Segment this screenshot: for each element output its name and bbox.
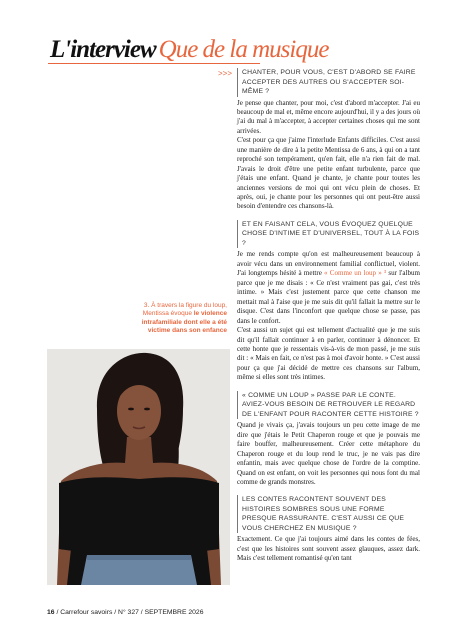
- footer-separator: /: [56, 609, 59, 616]
- question-2: [237, 220, 420, 249]
- question-1: [237, 68, 420, 97]
- question-text: « COMME UN LOUP » PASSE PAR LE CONTE. AVIEZ-VOUS BESOIN DE RETROUVER LE REGARD DE L'ENFANT POUR RACONTER CETTE HISTOIRE ?: [242, 391, 419, 418]
- portrait-photo: [47, 349, 230, 585]
- photo-caption: [127, 302, 227, 336]
- publication-name: Carrefour savoirs: [60, 609, 113, 616]
- footer-separator: /: [114, 609, 117, 616]
- question-bar: [237, 391, 238, 420]
- header-rule: [48, 63, 260, 64]
- question-text: CHANTER, POUR VOUS, C'EST D'ABORD SE FAIRE ACCEPTER DES AUTRES OU S'ACCEPTER SOI-MÊME ?: [242, 69, 416, 95]
- page-footer: [47, 609, 204, 616]
- answer-paragraph: Quand je vivais ça, j'avais toujours un peu cette image de me dire que j'étais le Petit Chaperon rouge et que je pouvais me faire bouffer, malheureusement. Créer cette métaphore du Chaperon rouge et du loup rend le truc, je ne vais pas dire enfantin, mais avec quelque chose de l'ordre de la comptine. Quand on est enfant, on voit les personnes qui nous font du mal comme de grands monstres.: [237, 421, 420, 486]
- page-number: 16: [47, 609, 55, 616]
- question-bar: [237, 68, 238, 97]
- question-bar: [237, 220, 238, 249]
- footer-separator: /: [140, 609, 143, 616]
- continuation-arrows: >>>: [218, 69, 233, 78]
- question-3: [237, 391, 420, 420]
- answer-paragraph: C'est pour ça que j'aime l'interlude Enfants difficiles. C'est aussi une manière de dire à la petite Mentissa de 6 ans, à qui on a tant reproché son tempérament, qu'en fait, elle n'a rien fait de mal. J'avais le droit d'être une petite enfant turbulente, parce que j'étais une enfant. Quand je chante, je chante pour toutes les anciennes versions de moi qui ont vécu plein de choses. Et après, oui, je chante pour les personnes qui ont peut-être aussi besoin d'entendre ces chansons-là.: [237, 136, 420, 211]
- question-text: ET EN FAISANT CELA, VOUS ÉVOQUEZ QUELQUE CHOSE D'INTIME ET D'UNIVERSEL, TOUT À LA FOIS ?: [242, 220, 420, 247]
- song-reference: « Comme un loup » ³: [324, 269, 387, 278]
- section-topic: Que de la musique: [158, 36, 329, 63]
- answer-paragraph: Exactement. Ce que j'ai toujours aimé dans les contes de fées, c'est que les histoires sont souvent assez glauques, assez dark. Mais c'est tellement romantisé qu'en tant: [237, 535, 420, 563]
- issue-number: N° 327: [118, 609, 139, 616]
- question-4: [237, 495, 420, 533]
- answer-paragraph: Je me rends compte qu'on est malheureusement beaucoup à avoir vécu dans un environnement familial conflictuel, violent. J'ai longtemps hésité à mettre « Comme un loup » ³ sur l'album parce que je me disais : « Ce n'est vraiment pas gai, c'est très intime. » Mais c'est justement parce que cette chanson me mettait mal à l'aise que je me suis dit qu'il fallait la mettre sur le disque. C'est dans l'inconfort que quelque chose se passe, pas dans le confort.: [237, 250, 420, 325]
- answer-paragraph: Je pense que chanter, pour moi, c'est d'abord m'accepter. J'ai eu beaucoup de mal et, même encore aujourd'hui, il y a des jours où j'ai du mal à m'accepter, à accepter certaines choses qui me sont arrivées.: [237, 98, 420, 135]
- interview-column: [237, 68, 420, 564]
- issue-date: SEPTEMBRE 2026: [144, 609, 204, 616]
- caption-emphasis: le violence intrafamiliale dont elle a été victime dans son enfance: [141, 310, 227, 335]
- section-title: L'interview: [50, 36, 156, 63]
- answer-paragraph: C'est aussi un sujet qui est tellement d'actualité que je me suis dit qu'il fallait continuer à en parler, continuer à dénoncer. Et cette honte que je ressentais vis-à-vis de mon passé, je me suis dit : « Mais en fait, ce n'est pas à moi d'avoir honte. » C'est aussi pour ça que j'ai décidé de mettre ces chansons sur l'album, même si elles sont très intimes.: [237, 326, 420, 382]
- caption-text: 3. À travers la figure du loup, Mentissa évoque: [142, 302, 227, 318]
- portrait-illustration: [47, 349, 230, 585]
- article-header: [50, 36, 328, 64]
- question-text: LES CONTES RACONTENT SOUVENT DES HISTOIRES SOMBRES SOUS UNE FORME PRESQUE RASSURANTE. C'EST AUSSI CE QUE VOUS CHERCHEZ EN MUSIQUE ?: [242, 496, 405, 532]
- question-bar: [237, 495, 238, 533]
